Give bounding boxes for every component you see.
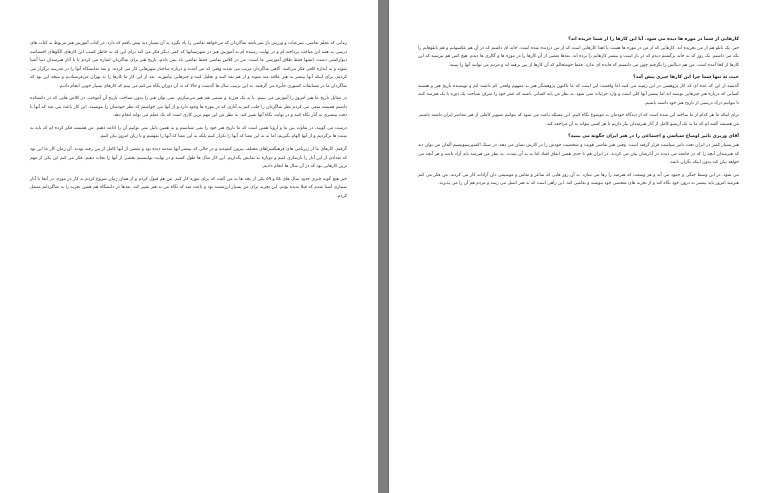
right-page (389, 0, 768, 493)
answer-paragraph-2: گذشته از این که عده ای که کار پژوهشی در این زمینه می کنند اما واقعیت این است که ما تاکنون پژوهشگر هنر به مفهوم واقعی کم داشته ایم و نویسنده تاریخ هنر و هستند کسانی که درباره هنر چیزهایی نوشته اند اما بیشتر آنها کلی است و وارد جزئیات نمی شود. به نظر من باید کسانی باشند که عمر خود را صرف شناخت یک دوره یا یک هنرمند کنند تا بتوانیم درک درستی از تاریخ هنر خود داشته باشیم. (418, 83, 739, 106)
left-paragraph-2: در مقابل تاریخ ما هنر امروز را آموزش می بینیم. با به یک فرزند و شیمی هم هنر می‌سازیم. نمی توان هنر را بدون شناخت تاریخ آن آموخت. در کلاس هایی که در دانشکده داشتم همیشه سعی می کردم نظر شاگردان را جلب کنم به آثاری که در موزه ها وجود دارد و از آنها می خواستم که نظر خودشان را بنویسند. این کار باعث می شد که آنها با دقت بیشتری به آثار نگاه کنند و در نهایت نگاه آنها تغییر کند. به نظر من این مهم ترین کاری است که یک معلم می تواند انجام دهد. (30, 96, 347, 119)
left-paragraph-3: درست می گویید. در تفاوت بین ما و اروپا همین است که ما تاریخ هنر خود را نمی شناسیم و به همین دلیل نمی توانیم آن را ادامه دهیم. من همیشه فکر کرده ام که باید به سنت ها برگردیم و از آنها الهام بگیریم، اما نه به این معنا که آنها را تکرار کنیم بلکه به این معنا که آنها را بفهمیم و با زبان امروز بیان کنیم. (30, 125, 347, 140)
answer-paragraph-5: می شود. در این وسط جنگی و جمود می آید و هر وسعت که هنرمند را رها می سازد. نه آن روز هایی که شاعر و نقاش و موسیقی دان آزادانه کار می کردند. من فکر می کنم هنرمند امروز باید بیشتر به درون خود نگاه کند و از تجربه های شخصی خود بنویسد و نقاشی کند. این راهی است که به هنر اصیل می رسد و مردم هم آن را می پذیرند. (418, 172, 739, 187)
page-spine (378, 0, 389, 493)
left-paragraph-4: گرفتم. کارهای ما از زیربامی های فرهنگسراهای مختلف بیرون کشیدند و در حالی که بیشتر آنها صدمه دیده بود و بعضی از آنها کامل از بین رفته بودند. آن زمان کار ما این بود که تعدادی از این آثار را بازسازی کنیم و دوباره به نمایش بگذاریم. این کار سال ها طول کشید و در نهایت توانستیم بخشی از آنها را نجات دهیم. فکر می کنم این یکی از مهم ترین کارهایی بود که در آن سال ها انجام دادیم. (30, 147, 347, 170)
left-page-text (30, 40, 347, 485)
answer-paragraph-4: هنر بسیار کمتر در ایران تحت تاثیر سیاست قرار گرفته است. وقتی هنر نقاشی هویت و شخصیت خودش را در کارش نشان می دهد. در سبک اکسپرسیونیسم آلمان می توان دید که هنرمندان آنچه را که در جامعه می دیدند در آثارشان بیان می کردند. در ایران هم تا حدی همین اتفاق افتاد اما نه به آن شدت. به نظر من هنرمند باید آزاد باشد و هر آنچه می خواهد بیان کند بدون اینکه نگران باشد. (418, 143, 739, 166)
right-page-text (418, 36, 739, 485)
left-paragraph-1: زمانی که معلم نقاشی، شرعیات و ورزش باز نمی‌باشد شاگردان که می‌خواهد نقاشی را یاد بگیرد به آن بسیار دید پیش یافتم که دارد. در کتاب آموزش هنر مربوط به کتاب های درسی به همه این مباحث پرداخته ام و در نهایت رسیده ام به آموزش هنر در شهرستانها که کمی دیگر فکر می کند برای این که به خاطر کسب این کارهای الگوهای اختصاصه دیوارکشی دشت. ایشها فقط طلاق آموزشی ما است. من در کلاس نقاشی فقط نقاشی یاد نمی دادم، تاریخ هنر برای شاگردان اشاره می کردم تا با آثار هنرمندان دنیا آشنا شوند و به اندازه کافی فکر می‌کنند. گاهی شاگردان مرتب می شدند وقتی که می آمدند و درباره ساختار شهرهایی کار می کردند. و بعد نمایشگاه آنها را در مدرسه برگزار می کردیم. برای اینکه آنها بیشتر به هنر علاقه مند شوند و از هم نقد کنند و تحلیل کنند و چیزهایی بیاموزند. بعد از این کار ما کارها را به تهران می‌فرستادیم و نتیجه این بود که شاگردان ما در مسابقات کشوری جایزه می گرفتند. به این ترتیب سال ها گذشت و حالا که به آن دوران نگاه می‌کنم می بینم که کارهای بسیار خوبی انجام دادیم. (30, 41, 347, 89)
left-paragraph-5: خیر هیچ گونه چیزی حدود سال های ۵۸ و ۵۹ یکی از بچه ها به من گفت که برای موزه کار کنم. من هم قبول کردم و از همان زمان شروع کردم به کار در موزه. در آنجا با آثار بسیاری آشنا شدم که قبلا ندیده بودم. این تجربه برای من بسیار ارزشمند بود و باعث شد که نگاه من به هنر تغییر کند. بعدها در دانشگاه هم همین تجربه را به شاگردانم منتقل کردم. (30, 176, 347, 199)
question-heading-3: آقای وزیری تاثیر اوضاع سیاسی و اجتماعی را در هنر ایران چگونه می بینید؟ (567, 134, 739, 140)
answer-paragraph-1: خیر. یک تابلو هم از من نخریده اند. کارهایی که از من در موزه ها هست یا اهدا کارهایی است که از من دزدیده شده است. خانه ای داشتم که در آن هم عکسهایم و هم تابلوهایم را نگه می داشتم. یک روز که به خانه برگشتم دیدم که در باز است و بیشتر کارهایم را برده اند. بعدها بعضی از آن کارها را در موزه ها و گالری ها دیدم. هیچ کس هم نپرسید که این کارها از کجا آمده است. من هم دنبالش را نگرفتم چون می دانستم که فایده ای ندارد. فقط خوشحالم که آن کارها از بین نرفته اند و مردم می توانند آنها را ببینند. (418, 45, 739, 68)
question-heading-1: کارهایی از شما در موزه ها دیده می شود. آیا این کارها را از شما خریده اند؟ (568, 37, 739, 42)
question-heading-2: حیث نه تنها شما چرا این کارها چیزی پیش آمد؟ (633, 75, 739, 81)
left-page (0, 0, 378, 493)
answer-paragraph-3: برای اینکه ما هر کدام از ما ساخته این شده است که از دیدگاه خودمان به موضوع نگاه کنیم. این مسئله باعث می شود که نتوانیم تصویر کاملی از هنر معاصر ایران داشته باشیم. من همیشه گفته ام که ما به یک آرشیو کامل از آثار هنرمندان نیاز داریم تا هر کسی بتواند به آن مراجعه کند. (418, 113, 739, 127)
